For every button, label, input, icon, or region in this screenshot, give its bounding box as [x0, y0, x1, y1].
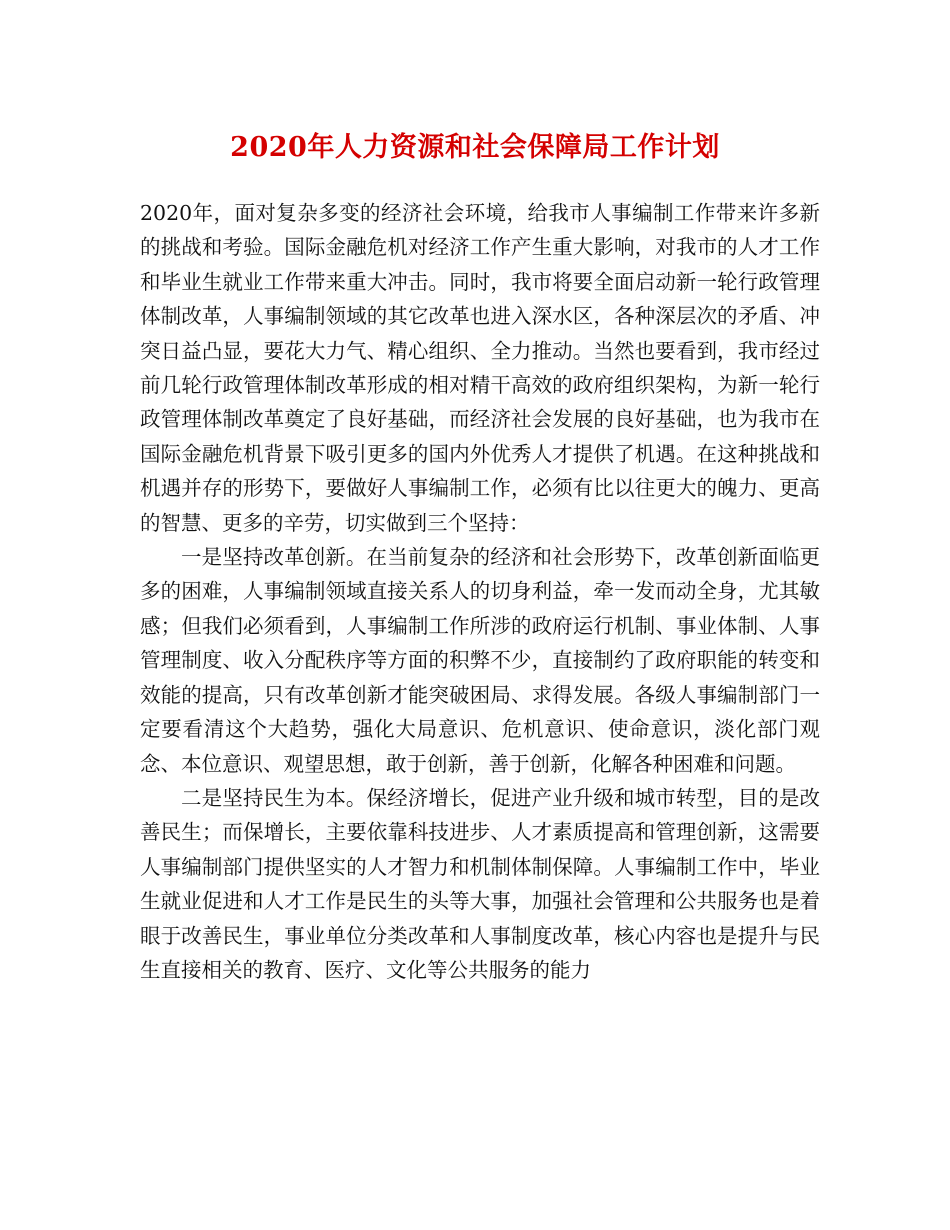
paragraph-intro: 2020年，面对复杂多变的经济社会环境，给我市人事编制工作带来许多新的挑战和考验。国际金融危机对经济工作产生重大影响，对我市的人才工作和毕业生就业工作带来重大冲击。同时，我市将要全面启动新一轮行政管理体制改革，人事编制领域的其它改革也进入深水区，各种深层次的矛盾、冲突日益凸显，要花大力气、精心组织、全力推动。当然也要看到，我市经过前几轮行政管理体制改革形成的相对精干高效的政府组织架构，为新一轮行政管理体制改革奠定了良好基础，而经济社会发展的良好基础，也为我市在国际金融危机背景下吸引更多的国内外优秀人才提供了机遇。在这种挑战和机遇并存的形势下，要做好人事编制工作，必须有比以往更大的魄力、更高的智慧、更多的辛劳，切实做到三个坚持： — [140, 201, 820, 535]
paragraph-livelihood: 二是坚持民生为本。保经济增长，促进产业升级和城市转型，目的是改善民生；而保增长，主要依靠科技进步、人才素质提高和管理创新，这需要人事编制部门提供坚实的人才智力和机制体制保障。人事编制工作中，毕业生就业促进和人才工作是民生的头等大事，加强社会管理和公共服务也是着眼于改善民生，事业单位分类改革和人事制度改革，核心内容也是提升与民生直接相关的教育、医疗、文化等公共服务的能力 — [140, 785, 820, 982]
document-title: 2020年人力资源和社会保障局工作计划 — [230, 132, 720, 163]
paragraph-reform-innovation: 一是坚持改革创新。在当前复杂的经济和社会形势下，改革创新面临更多的困难，人事编制领域直接关系人的切身利益，牵一发而动全身，尤其敏感；但我们必须看到，人事编制工作所涉的政府运行机制、事业体制、人事管理制度、收入分配秩序等方面的积弊不少，直接制约了政府职能的转变和效能的提高，只有改革创新才能突破困局、求得发展。各级人事编制部门一定要看清这个大趋势，强化大局意识、危机意识、使命意识，淡化部门观念、本位意识、观望思想，敢于创新，善于创新，化解各种困难和问题。 — [140, 545, 820, 776]
document-body — [140, 196, 820, 987]
